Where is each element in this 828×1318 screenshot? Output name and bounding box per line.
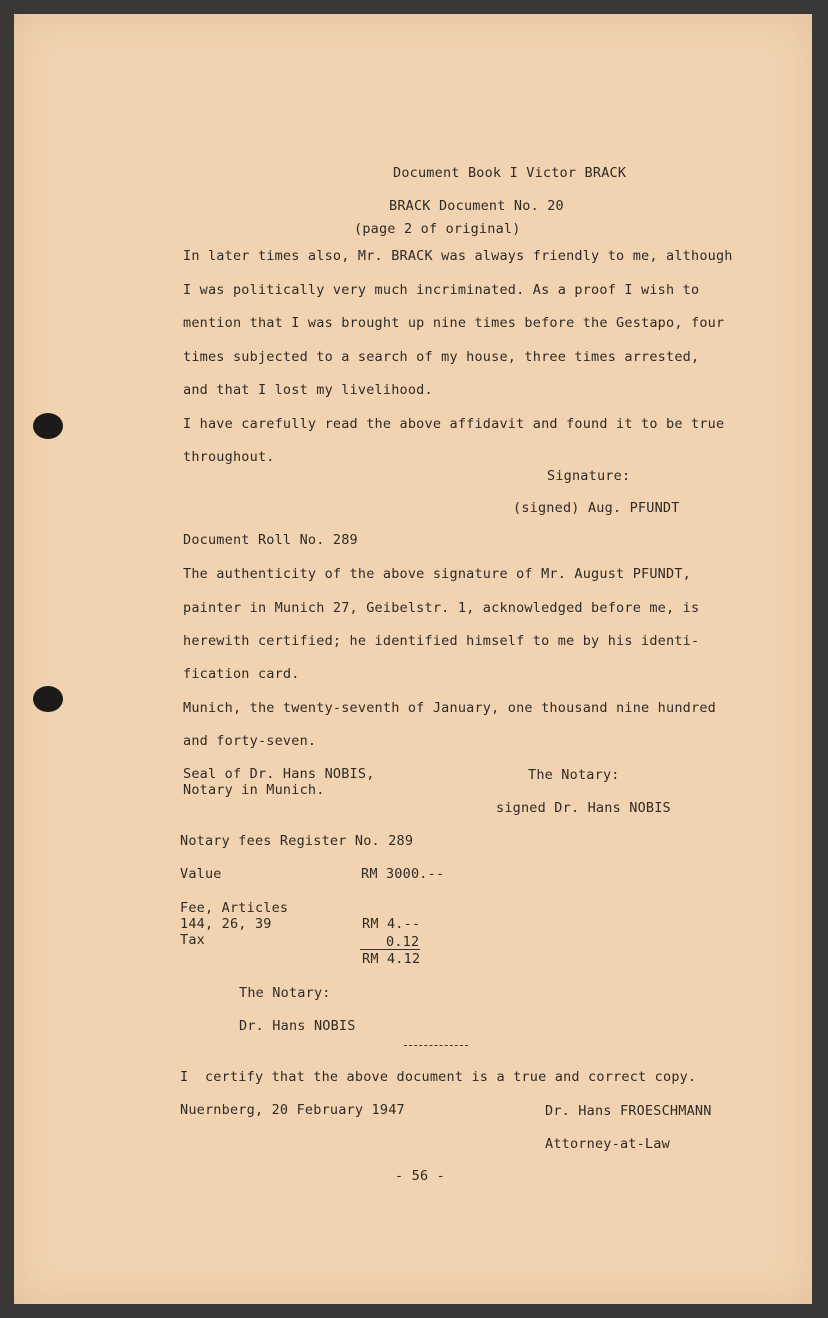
date-line: Munich, the twenty-seventh of January, one thousand nine hundred xyxy=(183,700,716,716)
value-amount: RM 3000.-- xyxy=(361,866,445,882)
punch-hole-top xyxy=(33,413,63,439)
certification-line: herewith certified; he identified himself to me by his identi- xyxy=(183,633,700,649)
seal-line: Notary in Munich. xyxy=(183,782,325,798)
signed-name: (signed) Aug. PFUNDT xyxy=(513,500,680,516)
body-line: mention that I was brought up nine times before the Gestapo, four xyxy=(183,315,725,331)
separator-dashes xyxy=(404,1045,468,1046)
notary-label: The Notary: xyxy=(528,767,620,783)
notary-label-2: The Notary: xyxy=(239,985,331,1001)
document-roll: Document Roll No. 289 xyxy=(183,532,358,548)
fee-total: RM 4.12 xyxy=(362,951,421,967)
value-label: Value xyxy=(180,866,222,882)
notary-name: Dr. Hans NOBIS xyxy=(239,1018,356,1034)
body-line: I have carefully read the above affidavit and found it to be true xyxy=(183,416,725,432)
attorney-name: Dr. Hans FROESCHMANN xyxy=(545,1103,712,1119)
punch-hole-bottom xyxy=(33,686,63,712)
body-line: times subjected to a search of my house, three times arrested, xyxy=(183,349,700,365)
certification-line: painter in Munich 27, Geibelstr. 1, acknowledged before me, is xyxy=(183,600,700,616)
place-date: Nuernberg, 20 February 1947 xyxy=(180,1102,405,1118)
page-number: - 56 - xyxy=(395,1168,445,1184)
sum-rule xyxy=(360,949,420,950)
seal-line: Seal of Dr. Hans NOBIS, xyxy=(183,766,375,782)
page-note: (page 2 of original) xyxy=(354,221,521,237)
certification-line: The authenticity of the above signature of Mr. August PFUNDT, xyxy=(183,566,691,582)
certification-line: fication card. xyxy=(183,666,300,682)
fee-label: Fee, Articles xyxy=(180,900,289,916)
body-line: throughout. xyxy=(183,449,275,465)
fees-register: Notary fees Register No. 289 xyxy=(180,833,414,849)
notary-signed: signed Dr. Hans NOBIS xyxy=(496,800,671,816)
date-line: and forty-seven. xyxy=(183,733,317,749)
body-line: In later times also, Mr. BRACK was always friendly to me, although xyxy=(183,248,733,264)
document-number: BRACK Document No. 20 xyxy=(389,198,564,214)
signature-label: Signature: xyxy=(547,468,631,484)
attorney-title: Attorney-at-Law xyxy=(545,1136,670,1152)
body-line: and that I lost my livelihood. xyxy=(183,382,433,398)
tax-label: Tax xyxy=(180,932,205,948)
certify-line: I certify that the above document is a true and correct copy. xyxy=(180,1069,697,1085)
document-book-title: Document Book I Victor BRACK xyxy=(393,165,627,181)
body-line: I was politically very much incriminated. As a proof I wish to xyxy=(183,282,700,298)
fee-amount: RM 4.-- xyxy=(362,916,421,932)
fee-articles: 144, 26, 39 xyxy=(180,916,272,932)
tax-amount: 0.12 xyxy=(386,934,420,950)
